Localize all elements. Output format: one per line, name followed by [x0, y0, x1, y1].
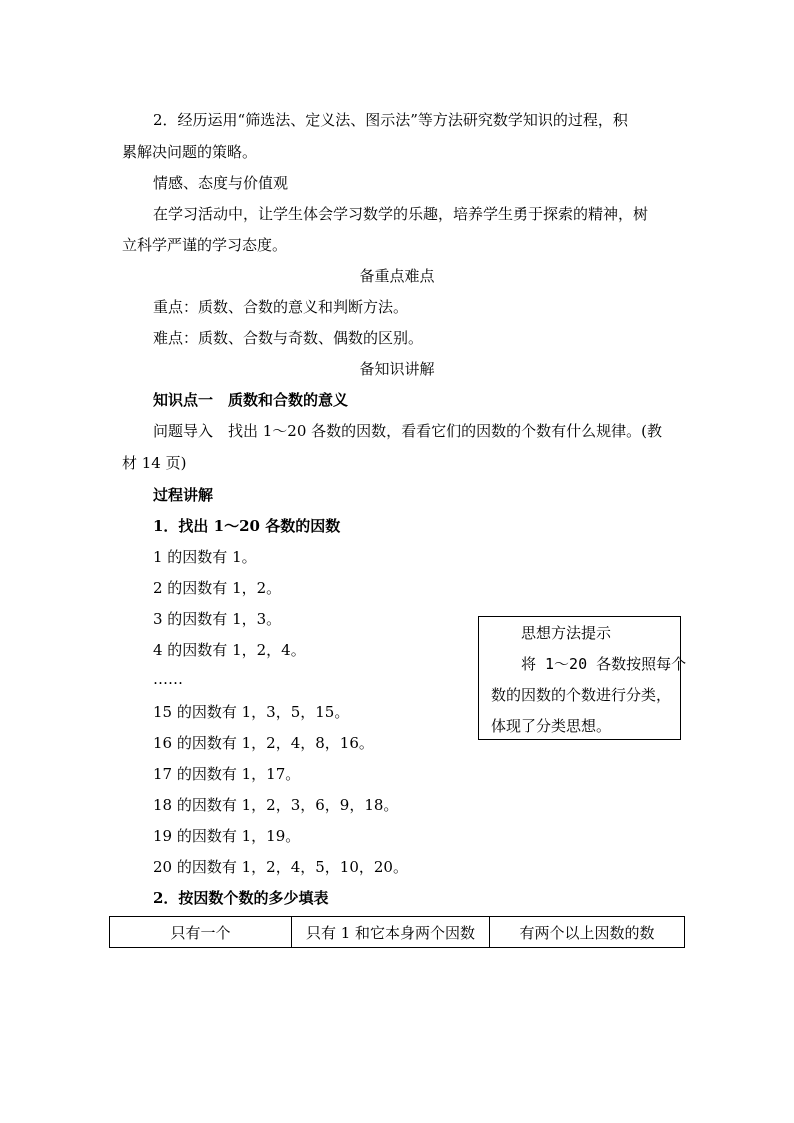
factor-line: 17 的因数有 1，17。: [153, 765, 301, 783]
factor-line: 19 的因数有 1，19。: [153, 827, 301, 845]
factor-count-table: [109, 916, 685, 948]
emotion-heading: 情感、态度与价值观: [153, 174, 289, 192]
tip-line: 将 1～20 各数按照每个: [521, 655, 687, 673]
objective-2-line1: 2．经历运用“筛选法、定义法、图示法”等方法研究数学知识的过程，积: [153, 111, 628, 129]
table-header-cell: 只有一个: [110, 917, 292, 948]
intro-line1: 问题导入 找出 1～20 各数的因数，看看它们的因数的个数有什么规律。(教: [153, 422, 663, 440]
factor-line: 18 的因数有 1，2，3，6，9，18。: [153, 796, 399, 814]
factor-line: 20 的因数有 1，2，4，5，10，20。: [153, 858, 408, 876]
table-header-cell: 有两个以上因数的数: [490, 917, 685, 948]
focus-line: 重点：质数、合数的意义和判断方法。: [153, 298, 409, 316]
intro-line2: 材 14 页): [122, 454, 187, 472]
table-header-cell: 只有 1 和它本身两个因数: [292, 917, 490, 948]
tip-title: 思想方法提示: [521, 624, 612, 642]
difficulty-line: 难点：质数、合数与奇数、偶数的区别。: [153, 329, 424, 347]
factor-line: 16 的因数有 1，2，4，8，16。: [153, 734, 374, 752]
knowledge-title: 备知识讲解: [359, 360, 435, 378]
emotion-line2: 立科学严谨的学习态度。: [122, 236, 288, 254]
tip-line: 体现了分类思想。: [491, 717, 612, 735]
process-heading: 过程讲解: [153, 486, 214, 504]
factor-line: 1 的因数有 1。: [153, 548, 257, 566]
emotion-line1: 在学习活动中，让学生体会学习数学的乐趣，培养学生勇于探索的精神，树: [153, 205, 649, 223]
factor-line: 4 的因数有 1，2，4。: [153, 641, 306, 659]
factor-line: 3 的因数有 1，3。: [153, 610, 282, 628]
thinking-method-tip-box: [478, 616, 687, 740]
factor-line: 2 的因数有 1，2。: [153, 579, 282, 597]
tip-line: 数的因数的个数进行分类，: [491, 686, 672, 704]
ellipsis-line: ……: [153, 670, 183, 688]
key-points-title: 备重点难点: [359, 267, 435, 285]
objective-2-line2: 累解决问题的策略。: [122, 143, 258, 161]
step1-heading: 1．找出 1～20 各数的因数: [153, 517, 341, 535]
step2-heading: 2．按因数个数的多少填表: [153, 889, 329, 907]
factor-line: 15 的因数有 1，3，5，15。: [153, 703, 350, 721]
knowledge-point-heading: 知识点一 质数和合数的意义: [153, 391, 349, 409]
table-header-row: [110, 917, 685, 948]
